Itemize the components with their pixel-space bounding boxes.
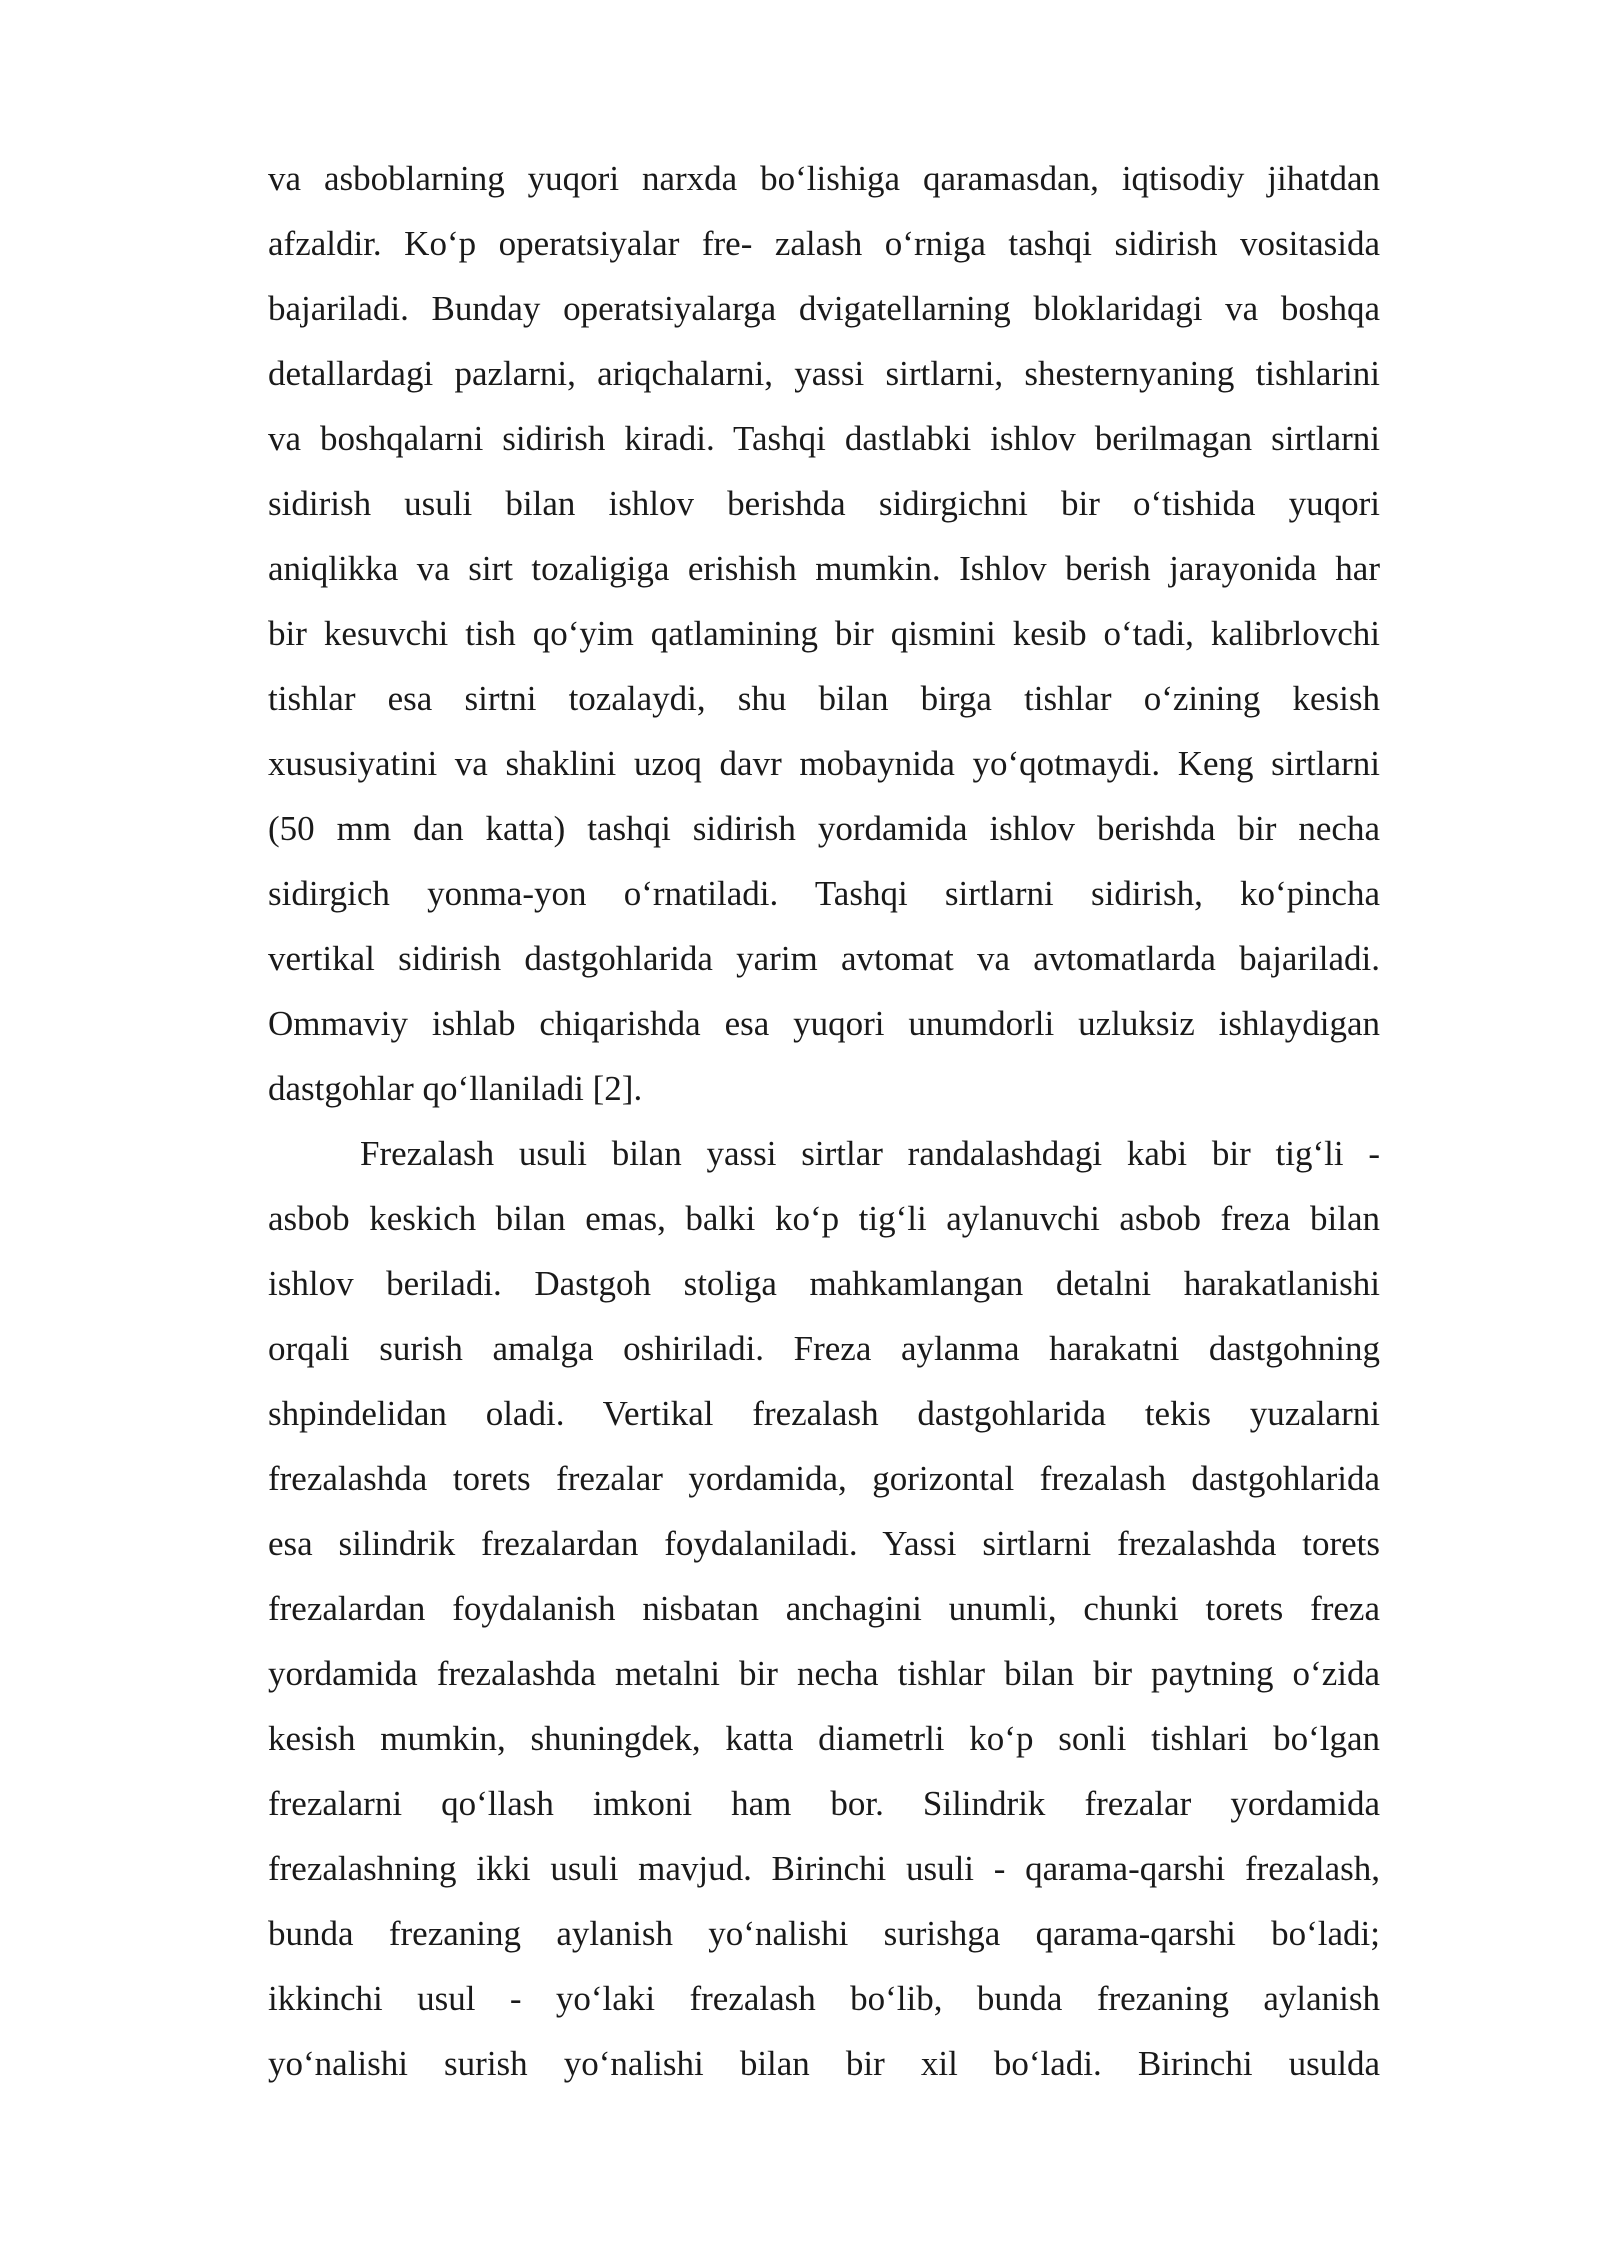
- text-line: vertikal sidirish dastgohlarida yarim avtomat va avtomatlarda bajariladi.: [268, 939, 1380, 978]
- text-line: kesish mumkin, shuningdek, katta diametrli ko‘p sonli tishlari bo‘lgan: [268, 1719, 1380, 1758]
- text-line: dastgohlar qo‘llaniladi [2].: [268, 1069, 643, 1108]
- text-line: frezalarni qo‘llash imkoni ham bor. Silindrik frezalar yordamida: [268, 1784, 1380, 1823]
- text-line: frezalashda torets frezalar yordamida, gorizontal frezalash dastgohlarida: [268, 1459, 1380, 1498]
- text-line: yordamida frezalashda metalni bir necha tishlar bilan bir paytning o‘zida: [268, 1654, 1380, 1693]
- text-line: bunda frezaning aylanish yo‘nalishi surishga qarama-qarshi bo‘ladi;: [268, 1914, 1380, 1953]
- paragraph-1: [268, 146, 1380, 1121]
- body-text: [268, 146, 1380, 2096]
- text-line: (50 mm dan katta) tashqi sidirish yordamida ishlov berishda bir necha: [268, 809, 1380, 848]
- text-line: Frezalash usuli bilan yassi sirtlar randalashdagi kabi bir tig‘li -: [360, 1134, 1380, 1173]
- text-line: asbob keskich bilan emas, balki ko‘p tig‘li aylanuvchi asbob freza bilan: [268, 1199, 1380, 1238]
- text-line: bir kesuvchi tish qo‘yim qatlamining bir qismini kesib o‘tadi, kalibrlovchi: [268, 614, 1380, 653]
- text-line: xususiyatini va shaklini uzoq davr mobaynida yo‘qotmaydi. Keng sirtlarni: [268, 744, 1380, 783]
- text-line: ishlov beriladi. Dastgoh stoliga mahkamlangan detalni harakatlanishi: [268, 1264, 1380, 1303]
- text-line: frezalardan foydalanish nisbatan anchagini unumli, chunki torets freza: [268, 1589, 1380, 1628]
- text-line: sidirish usuli bilan ishlov berishda sidirgichni bir o‘tishida yuqori: [268, 484, 1380, 523]
- text-line: bajariladi. Bunday operatsiyalarga dvigatellarning bloklaridagi va boshqa: [268, 289, 1380, 328]
- text-line: ikkinchi usul - yo‘laki frezalash bo‘lib, bunda frezaning aylanish: [268, 1979, 1380, 2018]
- text-line: sidirgich yonma-yon o‘rnatiladi. Tashqi sirtlarni sidirish, ko‘pincha: [268, 874, 1380, 913]
- text-line: tishlar esa sirtni tozalaydi, shu bilan birga tishlar o‘zining kesish: [268, 679, 1380, 718]
- text-line: afzaldir. Ko‘p operatsiyalar fre- zalash o‘rniga tashqi sidirish vositasida: [268, 224, 1380, 263]
- text-line: esa silindrik frezalardan foydalaniladi. Yassi sirtlarni frezalashda torets: [268, 1524, 1380, 1563]
- text-line: shpindelidan oladi. Vertikal frezalash dastgohlarida tekis yuzalarni: [268, 1394, 1380, 1433]
- text-line: orqali surish amalga oshiriladi. Freza aylanma harakatni dastgohning: [268, 1329, 1380, 1368]
- text-line: frezalashning ikki usuli mavjud. Birinchi usuli - qarama-qarshi frezalash,: [268, 1849, 1380, 1888]
- text-line: va boshqalarni sidirish kiradi. Tashqi dastlabki ishlov berilmagan sirtlarni: [268, 419, 1380, 458]
- text-line: va asboblarning yuqori narxda bo‘lishiga qaramasdan, iqtisodiy jihatdan: [268, 159, 1380, 198]
- text-line: detallardagi pazlarni, ariqchalarni, yassi sirtlarni, shesternyaning tishlarini: [268, 354, 1380, 393]
- paragraph-2: [268, 1121, 1380, 2096]
- text-line: aniqlikka va sirt tozaligiga erishish mumkin. Ishlov berish jarayonida har: [268, 549, 1380, 588]
- text-line: Ommaviy ishlab chiqarishda esa yuqori unumdorli uzluksiz ishlaydigan: [268, 1004, 1380, 1043]
- text-line: yo‘nalishi surish yo‘nalishi bilan bir xil bo‘ladi. Birinchi usulda: [268, 2044, 1380, 2083]
